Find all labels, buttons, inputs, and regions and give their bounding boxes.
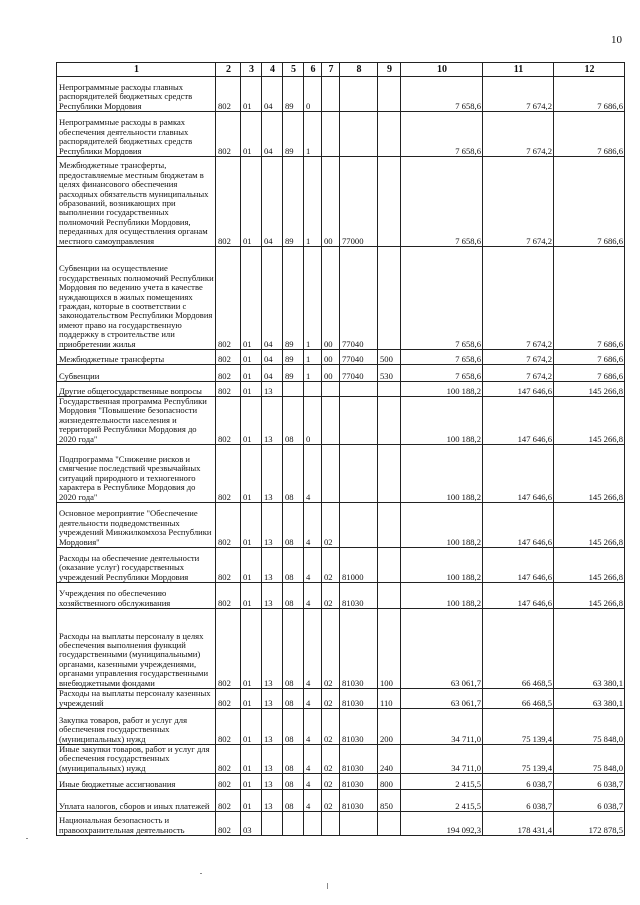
row-name-cell: Расходы на обеспечение деятельности (оказание услуг) государственных учреждений Республики Мордовия	[57, 548, 216, 583]
code-cell: 89	[283, 157, 304, 247]
amount-cell: 34 711,0	[401, 709, 483, 745]
amount-cell: 7 658,6	[401, 77, 483, 112]
code-cell: 04	[262, 365, 283, 382]
code-cell: 802	[216, 709, 241, 745]
code-cell	[378, 812, 401, 836]
code-cell: 13	[262, 689, 283, 709]
code-cell: 0	[304, 397, 322, 445]
code-cell: 110	[378, 689, 401, 709]
code-cell: 04	[262, 77, 283, 112]
table-row	[57, 745, 625, 774]
code-cell: 530	[378, 365, 401, 382]
code-cell: 01	[241, 247, 262, 350]
amount-cell: 63 061,7	[401, 609, 483, 689]
table-row	[57, 350, 625, 365]
code-cell	[378, 503, 401, 548]
table-row	[57, 503, 625, 548]
code-cell: 1	[304, 112, 322, 157]
code-cell: 08	[283, 774, 304, 790]
code-cell: 13	[262, 382, 283, 397]
amount-cell: 178 431,4	[483, 812, 554, 836]
code-cell	[322, 112, 340, 157]
code-cell: 802	[216, 548, 241, 583]
code-cell: 4	[304, 503, 322, 548]
amount-cell: 147 646,6	[483, 583, 554, 609]
code-cell: 13	[262, 790, 283, 812]
code-cell: 01	[241, 382, 262, 397]
amount-cell: 75 139,4	[483, 709, 554, 745]
code-cell	[304, 812, 322, 836]
table-row	[57, 382, 625, 397]
code-cell	[378, 247, 401, 350]
header-cell: 2	[216, 63, 241, 77]
amount-cell: 7 686,6	[554, 350, 625, 365]
table-row	[57, 397, 625, 445]
row-name-cell: Межбюджетные трансферты	[57, 350, 216, 365]
amount-cell: 7 686,6	[554, 112, 625, 157]
amount-cell: 7 658,6	[401, 247, 483, 350]
code-cell: 4	[304, 548, 322, 583]
code-cell: 13	[262, 745, 283, 774]
row-name-cell: Непрограммные расходы в рамках обеспечения деятельности главных распорядителей бюджетных средств Республики Мордовия	[57, 112, 216, 157]
code-cell: 500	[378, 350, 401, 365]
code-cell: 4	[304, 583, 322, 609]
header-cell: 7	[322, 63, 340, 77]
code-cell: 81030	[340, 689, 378, 709]
code-cell: 00	[322, 365, 340, 382]
amount-cell: 145 266,8	[554, 382, 625, 397]
header-cell: 6	[304, 63, 322, 77]
amount-cell: 7 674,2	[483, 365, 554, 382]
code-cell: 802	[216, 689, 241, 709]
amount-cell: 147 646,6	[483, 445, 554, 503]
code-cell: 00	[322, 350, 340, 365]
row-name-cell: Межбюджетные трансферты, предоставляемые местным бюджетам в целях финансового обеспечения расходных обязательств муниципальных образований, возникающих при выполнении государственных полномочий Республики Мордовия, переданных для осуществления органам местного самоуправления	[57, 157, 216, 247]
amount-cell: 194 092,3	[401, 812, 483, 836]
header-row	[57, 63, 625, 77]
code-cell	[378, 445, 401, 503]
row-name-cell: Учреждения по обеспечению хозяйственного обслуживания	[57, 583, 216, 609]
code-cell: 81030	[340, 709, 378, 745]
row-name-cell: Закупка товаров, работ и услуг для обеспечения государственных (муниципальных) нужд	[57, 709, 216, 745]
table-row	[57, 548, 625, 583]
amount-cell: 100 188,2	[401, 583, 483, 609]
code-cell: 13	[262, 548, 283, 583]
amount-cell: 145 266,8	[554, 397, 625, 445]
code-cell	[322, 397, 340, 445]
row-name-cell: Расходы на выплаты персоналу в целях обеспечения выполнения функций государственными (муниципальными) органами, казенными учреждениями, органами управления государственными внебюджетными фондами	[57, 609, 216, 689]
code-cell	[378, 157, 401, 247]
amount-cell: 7 686,6	[554, 157, 625, 247]
amount-cell: 2 415,5	[401, 774, 483, 790]
amount-cell: 6 038,7	[483, 790, 554, 812]
code-cell: 802	[216, 583, 241, 609]
code-cell: 850	[378, 790, 401, 812]
amount-cell: 63 061,7	[401, 689, 483, 709]
amount-cell: 147 646,6	[483, 503, 554, 548]
code-cell: 802	[216, 445, 241, 503]
code-cell: 81030	[340, 774, 378, 790]
code-cell: 01	[241, 774, 262, 790]
budget-table	[56, 62, 625, 836]
scan-speck	[200, 873, 202, 874]
code-cell: 13	[262, 709, 283, 745]
code-cell: 08	[283, 503, 304, 548]
code-cell: 13	[262, 774, 283, 790]
code-cell	[340, 77, 378, 112]
code-cell	[340, 445, 378, 503]
code-cell: 802	[216, 350, 241, 365]
row-name-cell: Основное мероприятие "Обеспечение деятельности подведомственных учреждений Минжилкомхоза Республики Мордовия"	[57, 503, 216, 548]
code-cell: 01	[241, 397, 262, 445]
table-row	[57, 790, 625, 812]
code-cell: 04	[262, 157, 283, 247]
amount-cell: 66 468,5	[483, 609, 554, 689]
page-number: 10	[611, 34, 622, 46]
scan-speck	[327, 883, 328, 889]
amount-cell: 75 139,4	[483, 745, 554, 774]
code-cell: 802	[216, 247, 241, 350]
code-cell: 240	[378, 745, 401, 774]
code-cell	[340, 812, 378, 836]
code-cell: 13	[262, 609, 283, 689]
code-cell: 802	[216, 77, 241, 112]
code-cell: 01	[241, 157, 262, 247]
code-cell	[378, 583, 401, 609]
row-name-cell: Подпрограмма "Снижение рисков и смягчение последствий чрезвычайных ситуаций природного и техногенного характера в Республике Мордовия до 2020 года"	[57, 445, 216, 503]
code-cell: 77040	[340, 247, 378, 350]
row-name-cell: Государственная программа Республики Мордовия "Повышение безопасности жизнедеятельности населения и территорий Республики Мордовия до 2020 года"	[57, 397, 216, 445]
code-cell: 802	[216, 609, 241, 689]
code-cell: 08	[283, 583, 304, 609]
code-cell	[340, 112, 378, 157]
code-cell: 02	[322, 709, 340, 745]
code-cell: 800	[378, 774, 401, 790]
code-cell	[283, 382, 304, 397]
code-cell: 77040	[340, 365, 378, 382]
row-name-cell: Другие общегосударственные вопросы	[57, 382, 216, 397]
row-name-cell: Иные закупки товаров, работ и услуг для обеспечения государственных (муниципальных) нужд	[57, 745, 216, 774]
code-cell: 01	[241, 365, 262, 382]
code-cell: 08	[283, 397, 304, 445]
code-cell: 04	[262, 247, 283, 350]
code-cell: 08	[283, 609, 304, 689]
amount-cell: 2 415,5	[401, 790, 483, 812]
amount-cell: 7 674,2	[483, 157, 554, 247]
amount-cell: 147 646,6	[483, 397, 554, 445]
amount-cell: 75 848,0	[554, 745, 625, 774]
code-cell: 89	[283, 247, 304, 350]
amount-cell: 66 468,5	[483, 689, 554, 709]
code-cell: 802	[216, 503, 241, 548]
code-cell	[378, 382, 401, 397]
table-row	[57, 157, 625, 247]
amount-cell: 7 686,6	[554, 77, 625, 112]
table-row	[57, 583, 625, 609]
amount-cell: 34 711,0	[401, 745, 483, 774]
header-cell: 4	[262, 63, 283, 77]
code-cell: 01	[241, 112, 262, 157]
code-cell: 01	[241, 689, 262, 709]
code-cell: 4	[304, 609, 322, 689]
scan-speck	[26, 838, 28, 839]
code-cell: 01	[241, 790, 262, 812]
amount-cell: 63 380,1	[554, 609, 625, 689]
code-cell: 4	[304, 689, 322, 709]
code-cell: 4	[304, 445, 322, 503]
code-cell: 0	[304, 77, 322, 112]
code-cell: 1	[304, 157, 322, 247]
amount-cell: 145 266,8	[554, 445, 625, 503]
header-cell: 3	[241, 63, 262, 77]
amount-cell: 100 188,2	[401, 445, 483, 503]
code-cell	[262, 812, 283, 836]
code-cell: 81030	[340, 609, 378, 689]
code-cell	[378, 397, 401, 445]
row-name-cell: Расходы на выплаты персоналу казенных учреждений	[57, 689, 216, 709]
code-cell: 00	[322, 157, 340, 247]
code-cell: 08	[283, 689, 304, 709]
code-cell: 802	[216, 397, 241, 445]
amount-cell: 75 848,0	[554, 709, 625, 745]
table-row	[57, 812, 625, 836]
code-cell: 4	[304, 709, 322, 745]
code-cell	[378, 77, 401, 112]
code-cell: 77040	[340, 350, 378, 365]
amount-cell: 63 380,1	[554, 689, 625, 709]
table-row	[57, 247, 625, 350]
code-cell: 802	[216, 157, 241, 247]
amount-cell: 7 686,6	[554, 365, 625, 382]
code-cell: 81000	[340, 548, 378, 583]
code-cell: 01	[241, 709, 262, 745]
code-cell: 81030	[340, 745, 378, 774]
code-cell	[304, 382, 322, 397]
code-cell: 802	[216, 774, 241, 790]
code-cell: 89	[283, 365, 304, 382]
code-cell: 08	[283, 445, 304, 503]
code-cell: 89	[283, 77, 304, 112]
amount-cell: 6 038,7	[554, 774, 625, 790]
table-row	[57, 365, 625, 382]
code-cell: 01	[241, 609, 262, 689]
amount-cell: 7 658,6	[401, 365, 483, 382]
code-cell: 00	[322, 247, 340, 350]
header-cell: 12	[554, 63, 625, 77]
code-cell	[340, 397, 378, 445]
table-row	[57, 609, 625, 689]
code-cell	[322, 812, 340, 836]
code-cell: 08	[283, 709, 304, 745]
amount-cell: 100 188,2	[401, 397, 483, 445]
code-cell: 02	[322, 689, 340, 709]
table-row	[57, 709, 625, 745]
table-row	[57, 774, 625, 790]
code-cell: 802	[216, 812, 241, 836]
code-cell: 02	[322, 790, 340, 812]
amount-cell: 7 658,6	[401, 112, 483, 157]
amount-cell: 7 674,2	[483, 350, 554, 365]
row-name-cell: Субвенции на осуществление государственных полномочий Республики Мордовия по ведению учета в качестве нуждающихся в жилых помещениях граждан, которые в соответствии с законодательством Республики Мордовия имеют право на государственную поддержку в строительстве или приобретении жилья	[57, 247, 216, 350]
amount-cell: 7 658,6	[401, 157, 483, 247]
table-row	[57, 112, 625, 157]
code-cell: 4	[304, 745, 322, 774]
amount-cell: 7 674,2	[483, 112, 554, 157]
code-cell: 04	[262, 112, 283, 157]
code-cell: 77000	[340, 157, 378, 247]
amount-cell: 7 686,6	[554, 247, 625, 350]
row-name-cell: Уплата налогов, сборов и иных платежей	[57, 790, 216, 812]
code-cell: 89	[283, 350, 304, 365]
code-cell: 1	[304, 247, 322, 350]
code-cell	[322, 382, 340, 397]
header-cell: 1	[57, 63, 216, 77]
amount-cell: 100 188,2	[401, 503, 483, 548]
code-cell: 13	[262, 397, 283, 445]
code-cell: 01	[241, 745, 262, 774]
code-cell: 02	[322, 774, 340, 790]
table-row	[57, 445, 625, 503]
code-cell: 4	[304, 774, 322, 790]
code-cell: 03	[241, 812, 262, 836]
code-cell: 04	[262, 350, 283, 365]
amount-cell: 172 878,5	[554, 812, 625, 836]
code-cell: 02	[322, 548, 340, 583]
amount-cell: 147 646,6	[483, 382, 554, 397]
code-cell: 81030	[340, 790, 378, 812]
code-cell: 08	[283, 745, 304, 774]
code-cell: 01	[241, 583, 262, 609]
header-cell: 10	[401, 63, 483, 77]
code-cell	[283, 812, 304, 836]
code-cell: 01	[241, 77, 262, 112]
code-cell: 802	[216, 382, 241, 397]
amount-cell: 145 266,8	[554, 548, 625, 583]
row-name-cell: Национальная безопасность и правоохранительная деятельность	[57, 812, 216, 836]
code-cell: 02	[322, 583, 340, 609]
code-cell: 1	[304, 350, 322, 365]
amount-cell: 6 038,7	[483, 774, 554, 790]
code-cell: 02	[322, 609, 340, 689]
code-cell: 01	[241, 503, 262, 548]
code-cell: 13	[262, 583, 283, 609]
amount-cell: 145 266,8	[554, 503, 625, 548]
amount-cell: 6 038,7	[554, 790, 625, 812]
code-cell	[322, 445, 340, 503]
amount-cell: 100 188,2	[401, 382, 483, 397]
amount-cell: 147 646,6	[483, 548, 554, 583]
code-cell: 08	[283, 790, 304, 812]
code-cell: 802	[216, 112, 241, 157]
code-cell	[378, 112, 401, 157]
row-name-cell: Непрограммные расходы главных распорядителей бюджетных средств Республики Мордовия	[57, 77, 216, 112]
code-cell: 01	[241, 445, 262, 503]
header-cell: 9	[378, 63, 401, 77]
code-cell: 13	[262, 503, 283, 548]
code-cell	[340, 382, 378, 397]
table-row	[57, 77, 625, 112]
code-cell: 1	[304, 365, 322, 382]
code-cell: 01	[241, 350, 262, 365]
code-cell: 02	[322, 503, 340, 548]
code-cell: 89	[283, 112, 304, 157]
code-cell: 81030	[340, 583, 378, 609]
code-cell: 01	[241, 548, 262, 583]
code-cell: 08	[283, 548, 304, 583]
table-row	[57, 689, 625, 709]
header-cell: 11	[483, 63, 554, 77]
header-cell: 8	[340, 63, 378, 77]
code-cell: 802	[216, 790, 241, 812]
code-cell	[322, 77, 340, 112]
code-cell: 200	[378, 709, 401, 745]
code-cell	[340, 503, 378, 548]
amount-cell: 100 188,2	[401, 548, 483, 583]
code-cell: 802	[216, 365, 241, 382]
code-cell: 02	[322, 745, 340, 774]
amount-cell: 145 266,8	[554, 583, 625, 609]
code-cell	[378, 548, 401, 583]
amount-cell: 7 674,2	[483, 77, 554, 112]
row-name-cell: Субвенции	[57, 365, 216, 382]
row-name-cell: Иные бюджетные ассигнования	[57, 774, 216, 790]
amount-cell: 7 658,6	[401, 350, 483, 365]
code-cell: 100	[378, 609, 401, 689]
header-cell: 5	[283, 63, 304, 77]
code-cell: 802	[216, 745, 241, 774]
code-cell: 4	[304, 790, 322, 812]
amount-cell: 7 674,2	[483, 247, 554, 350]
code-cell: 13	[262, 445, 283, 503]
